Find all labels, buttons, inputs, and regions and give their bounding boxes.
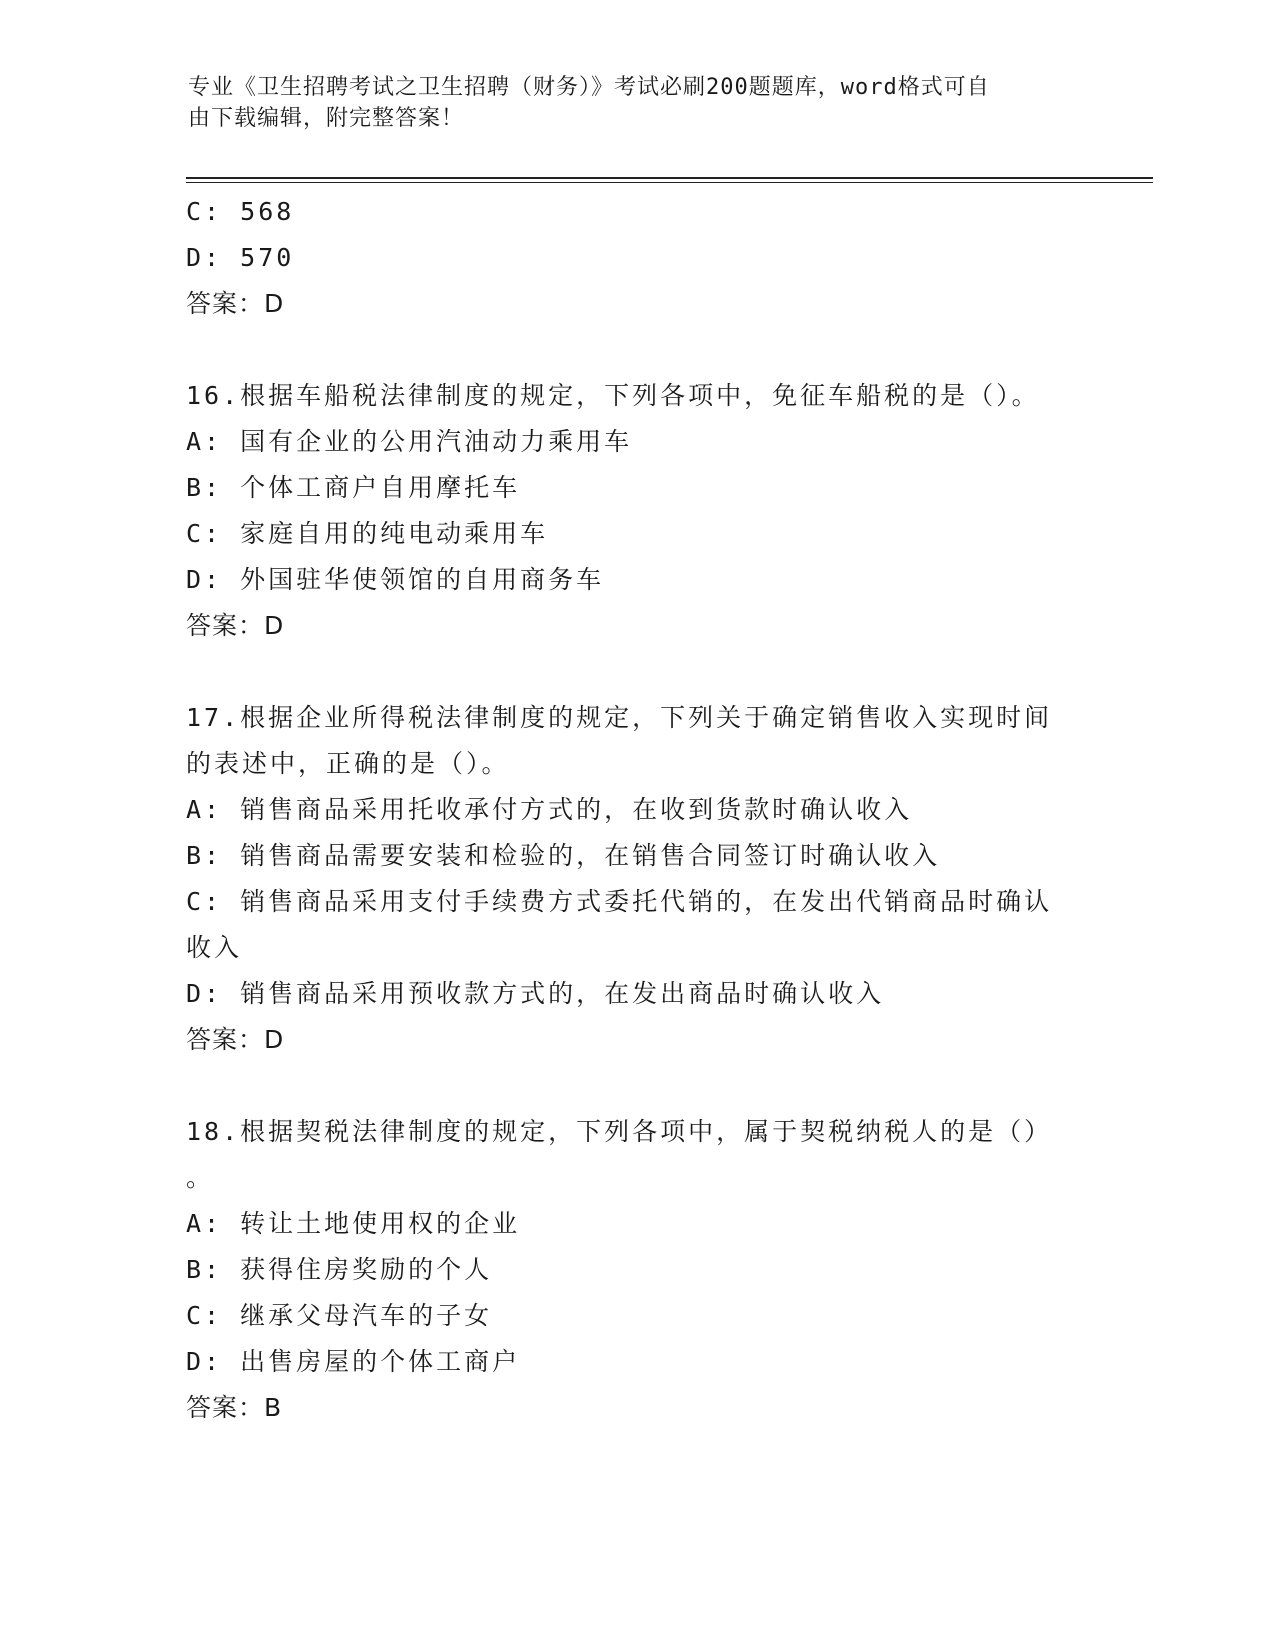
answer: 答案：D [186, 611, 285, 640]
option-c: C: 568 [186, 197, 295, 226]
question-stem-line-2: 的表述中，正确的是（）。 [186, 749, 510, 778]
question-stem: 16.根据车船税法律制度的规定，下列各项中，免征车船税的是（）。 [186, 381, 1040, 410]
option-d: D: 570 [186, 243, 295, 272]
header-line-1: 专业《卫生招聘考试之卫生招聘（财务）》考试必刷200题题库，word格式可自 [188, 75, 990, 100]
header-divider-thick [186, 177, 1153, 179]
option-b: B: 销售商品需要安装和检验的，在销售合同签订时确认收入 [186, 841, 941, 870]
option-c: C: 家庭自用的纯电动乘用车 [186, 519, 549, 548]
spacer [186, 327, 1086, 373]
option-a: A: 国有企业的公用汽油动力乘用车 [186, 427, 633, 456]
option-a: A: 销售商品采用托收承付方式的，在收到货款时确认收入 [186, 795, 913, 824]
spacer [186, 1063, 1086, 1109]
option-b: B: 获得住房奖励的个人 [186, 1255, 493, 1284]
spacer [186, 649, 1086, 695]
question-16 [186, 373, 1086, 649]
option-c-line-2: 收入 [186, 933, 243, 962]
answer: 答案：B [186, 1393, 283, 1422]
option-d: D: 销售商品采用预收款方式的，在发出商品时确认收入 [186, 979, 885, 1008]
question-list [186, 189, 1086, 1431]
option-d: D: 外国驻华使领馆的自用商务车 [186, 565, 605, 594]
option-a: A: 转让土地使用权的企业 [186, 1209, 521, 1238]
answer: 答案：D [186, 289, 285, 318]
answer: 答案：D [186, 1025, 285, 1054]
question-stem-line-1: 18.根据契税法律制度的规定，下列各项中，属于契税纳税人的是（） [186, 1117, 1053, 1146]
header-line-2: 由下载编辑，附完整答案！ [188, 106, 465, 131]
question-17 [186, 695, 1086, 1063]
question-18 [186, 1109, 1086, 1431]
question-15-tail [186, 189, 1086, 327]
question-stem-line-1: 17.根据企业所得税法律制度的规定，下列关于确定销售收入实现时间 [186, 703, 1053, 732]
question-stem-line-2: 。 [186, 1163, 215, 1192]
option-d: D: 出售房屋的个体工商户 [186, 1347, 521, 1376]
header-divider-thin [186, 182, 1153, 183]
option-c: C: 继承父母汽车的子女 [186, 1301, 493, 1330]
option-b: B: 个体工商户自用摩托车 [186, 473, 521, 502]
option-c-line-1: C: 销售商品采用支付手续费方式委托代销的，在发出代销商品时确认 [186, 887, 1053, 916]
document-header [188, 72, 1088, 134]
